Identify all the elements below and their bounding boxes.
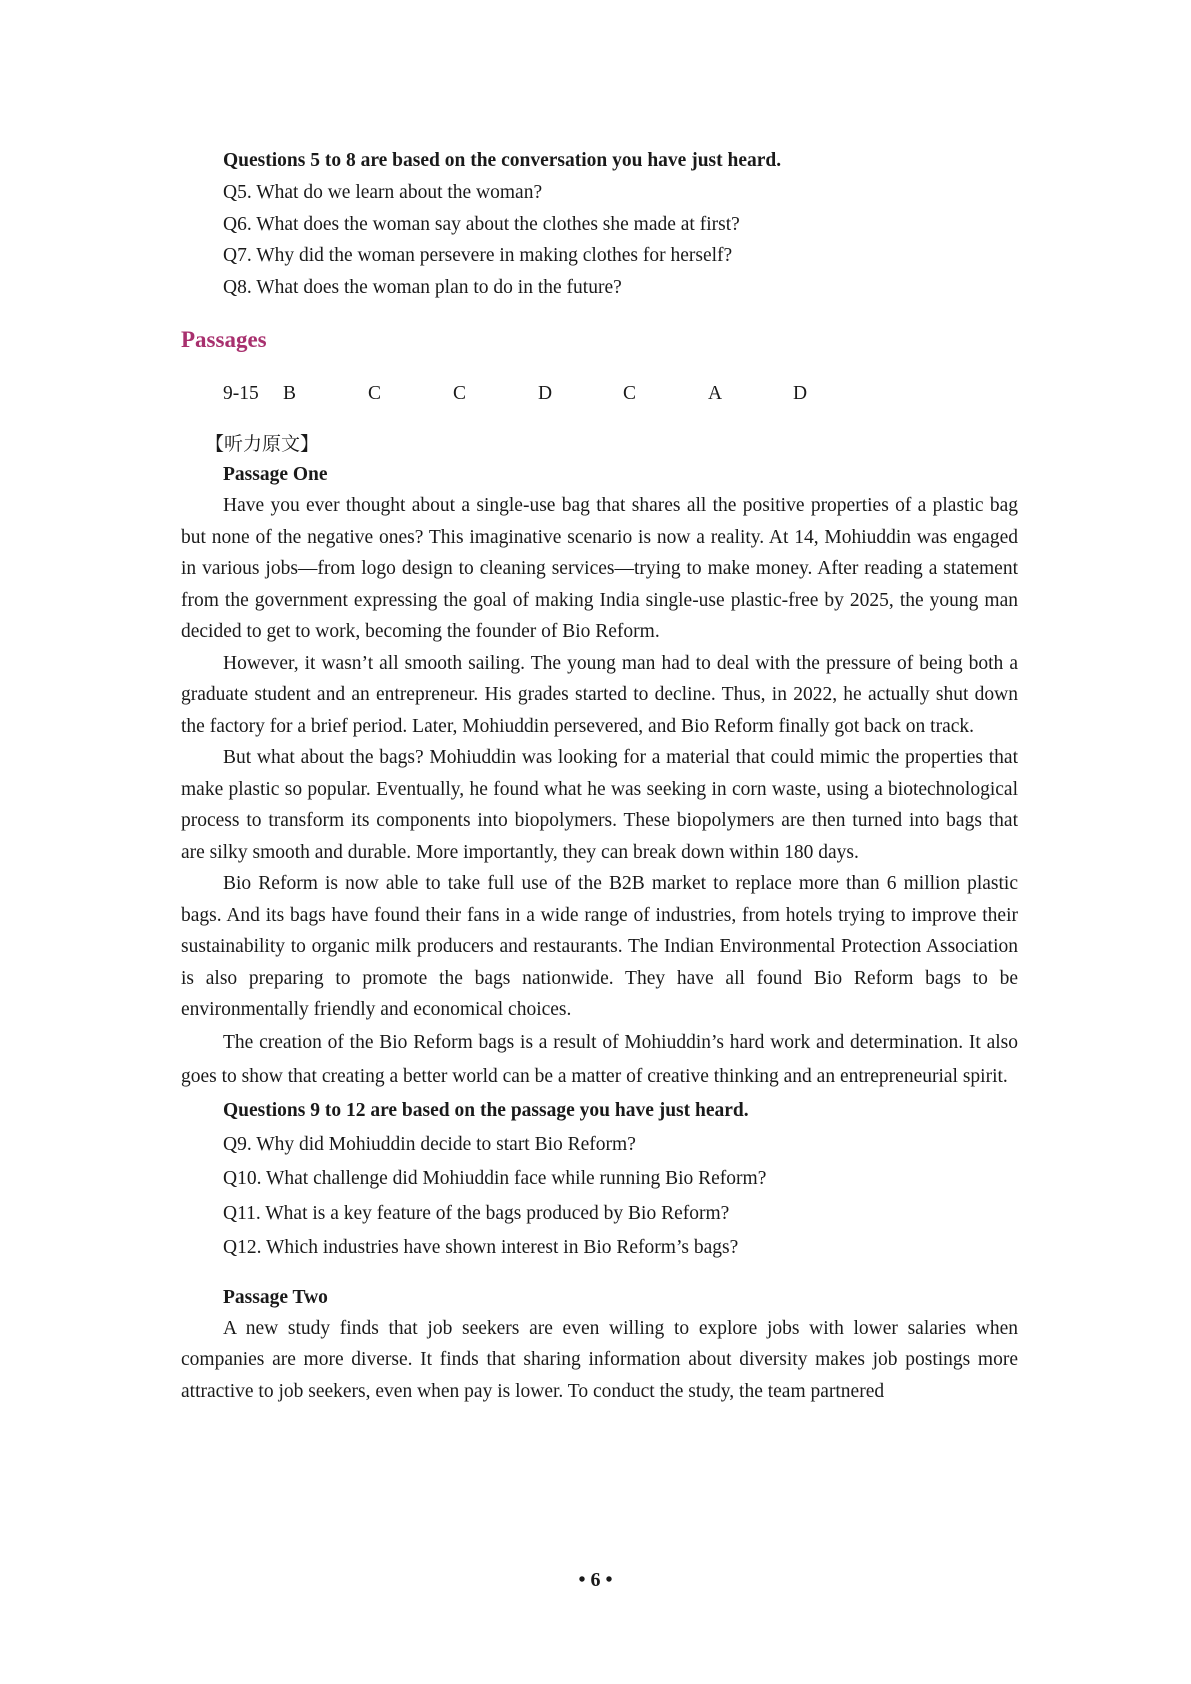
passage-one-paragraph: But what about the bags? Mohiuddin was looking for a material that could mimic the properties that make plastic so popular. Eventually, he found what he was seeking in corn waste, using a biotechnological process to transform its components into biopolymers. These biopolymers are then turned into bags that are silky smooth and durable. More importantly, they can break down within 180 days. [181, 747, 1018, 863]
page-number: • 6 • [578, 1569, 613, 1591]
answer-13: C [623, 383, 637, 404]
answer-9: B [283, 383, 297, 404]
passage-one-paragraph: However, it wasn’t all smooth sailing. The young man had to deal with the pressure of being both a graduate student and an entrepreneur. His grades started to decline. Thus, in 2022, he actually shut down the factory for a brief period. Later, Mohiuddin persevered, and Bio Reform finally got back on track. [181, 652, 1018, 737]
passage-one-questions-heading: Questions 9 to 12 are based on the passage you have just heard. [223, 1099, 749, 1121]
question-q6: Q6. What does the woman say about the clothes she made at first? [223, 213, 740, 235]
answer-range: 9-15 [223, 383, 259, 404]
document-page [181, 145, 1018, 1407]
answer-11: C [453, 383, 467, 404]
passage-one-title: Passage One [223, 464, 328, 485]
passage-one-paragraph: Bio Reform is now able to take full use of the B2B market to replace more than 6 million plastic bags. And its bags have found their fans in a wide range of industries, from hotels trying to improve their sustainability to organic milk producers and restaurants. The Indian Environmental Protection Association is also preparing to promote the bags nationwide. They have all found Bio Reform bags to be environmentally friendly and economical choices. [181, 873, 1018, 1020]
answer-15: D [793, 383, 808, 404]
answer-14: A [708, 383, 723, 404]
question-q8: Q8. What does the woman plan to do in the future? [223, 276, 622, 298]
question-q12: Q12. Which industries have shown interest in Bio Reform’s bags? [223, 1237, 739, 1258]
answer-12: D [538, 383, 553, 404]
passages-section-title: Passages [181, 327, 267, 352]
question-q7: Q7. Why did the woman persevere in making clothes for herself? [223, 245, 733, 266]
conversation-questions-heading: Questions 5 to 8 are based on the conversation you have just heard. [223, 150, 782, 171]
question-q10: Q10. What challenge did Mohiuddin face while running Bio Reform? [223, 1168, 767, 1189]
question-q9: Q9. Why did Mohiuddin decide to start Bio Reform? [223, 1133, 636, 1155]
question-q11: Q11. What is a key feature of the bags produced by Bio Reform? [223, 1202, 730, 1224]
question-q5: Q5. What do we learn about the woman? [223, 182, 543, 203]
passage-two-paragraph: A new study finds that job seekers are even willing to explore jobs with lower salaries when companies are more diverse. It finds that sharing information about diversity makes job postings more attractive to job seekers, even when pay is lower. To conduct the study, the team partnered [181, 1317, 1018, 1402]
answer-10: C [368, 383, 382, 404]
passage-one-questions [181, 1094, 1018, 1266]
transcript-label: 【听力原文】 [205, 433, 320, 455]
answer-key-row [181, 379, 1018, 409]
passage-one-paragraph: Have you ever thought about a single-use bag that shares all the positive properties of a plastic bag but none of the negative ones? This imaginative scenario is now a reality. At 14, Mohiuddin was engaged in various jobs—from logo design to cleaning services—trying to make money. After reading a statement from the government expressing the goal of making India single-use plastic-free by 2025, the young man decided to get to work, becoming the founder of Bio Reform. [181, 495, 1018, 642]
passage-one-paragraph: The creation of the Bio Reform bags is a result of Mohiuddin’s hard work and determination. It also goes to show that creating a better world can be a matter of creative thinking and an entrepreneurial spirit. [181, 1031, 1018, 1087]
passage-two-title: Passage Two [223, 1286, 328, 1308]
